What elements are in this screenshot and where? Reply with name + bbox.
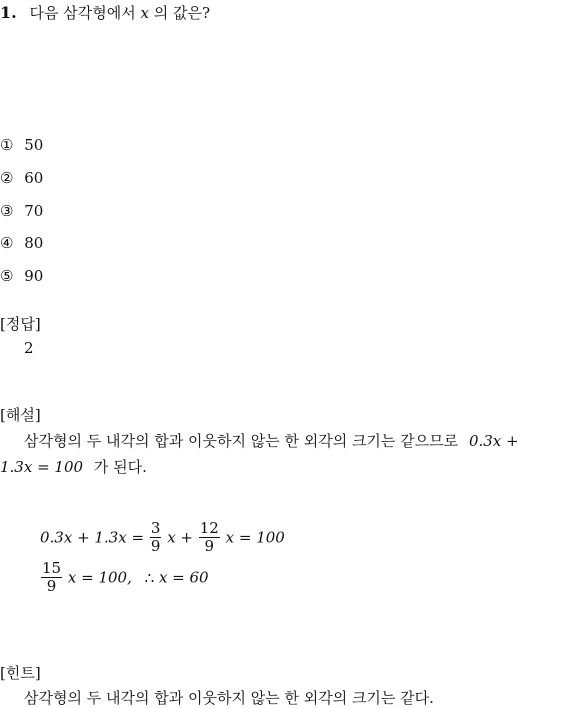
- answer-value: 2: [24, 339, 34, 357]
- hint-label: [힌트]: [0, 664, 41, 682]
- choice-marker: ⑤: [0, 267, 14, 285]
- equation-text: x = 100,: [67, 568, 132, 587]
- choice-marker: ③: [0, 202, 14, 220]
- explanation-line-1: [24, 430, 519, 451]
- choice-value: 70: [24, 202, 44, 220]
- choice-marker: ②: [0, 169, 14, 187]
- choice-value: 60: [24, 169, 44, 187]
- question-text-before: 다음 삼각형에서: [29, 4, 136, 22]
- fraction-numerator: 15: [42, 559, 62, 577]
- equation-1: [40, 520, 285, 555]
- fraction-numerator: 12: [199, 519, 219, 537]
- choice-marker: ①: [0, 136, 14, 154]
- fraction-12-9: [199, 520, 220, 555]
- choice-3[interactable]: [0, 202, 43, 220]
- explanation-text: 가 된다.: [93, 458, 147, 476]
- choice-value: 50: [24, 136, 44, 154]
- choice-1[interactable]: [0, 136, 43, 154]
- fraction-3-9: [150, 520, 162, 555]
- choice-4[interactable]: [0, 234, 43, 252]
- answer-label: [정답]: [0, 315, 41, 333]
- explanation-math-inline: 0.3x +: [468, 432, 519, 450]
- question-variable: x: [140, 4, 149, 22]
- equation-right: x = 100: [225, 528, 285, 547]
- fraction-numerator: 3: [150, 519, 161, 537]
- choice-2[interactable]: [0, 169, 43, 187]
- choice-marker: ④: [0, 234, 14, 252]
- hint-text: 삼각형의 두 내각의 합과 이웃하지 않는 한 외각의 크기는 같다.: [24, 689, 434, 707]
- explanation-label: [해설]: [0, 406, 41, 424]
- question-number: 1.: [0, 3, 17, 22]
- fraction-denominator: 9: [46, 577, 57, 595]
- explanation-text: 삼각형의 두 내각의 합과 이웃하지 않는 한 외각의 크기는 같으므로: [24, 432, 459, 450]
- equation-result: x = 60: [158, 568, 209, 587]
- therefore-symbol: ∴: [144, 568, 155, 587]
- equation-plus: x +: [167, 528, 193, 547]
- equation-left: 0.3x + 1.3x =: [40, 528, 145, 547]
- fraction-denominator: 9: [150, 537, 161, 555]
- question-line: [0, 2, 210, 23]
- equation-2: [40, 560, 209, 595]
- choice-value: 80: [24, 234, 44, 252]
- fraction-denominator: 9: [204, 537, 215, 555]
- question-text-after: 의 값은?: [153, 4, 210, 22]
- choice-5[interactable]: [0, 267, 43, 285]
- choice-value: 90: [24, 267, 44, 285]
- explanation-math-inline: 1.3x = 100: [0, 458, 84, 476]
- explanation-line-2: [0, 456, 147, 477]
- fraction-15-9: [41, 560, 62, 595]
